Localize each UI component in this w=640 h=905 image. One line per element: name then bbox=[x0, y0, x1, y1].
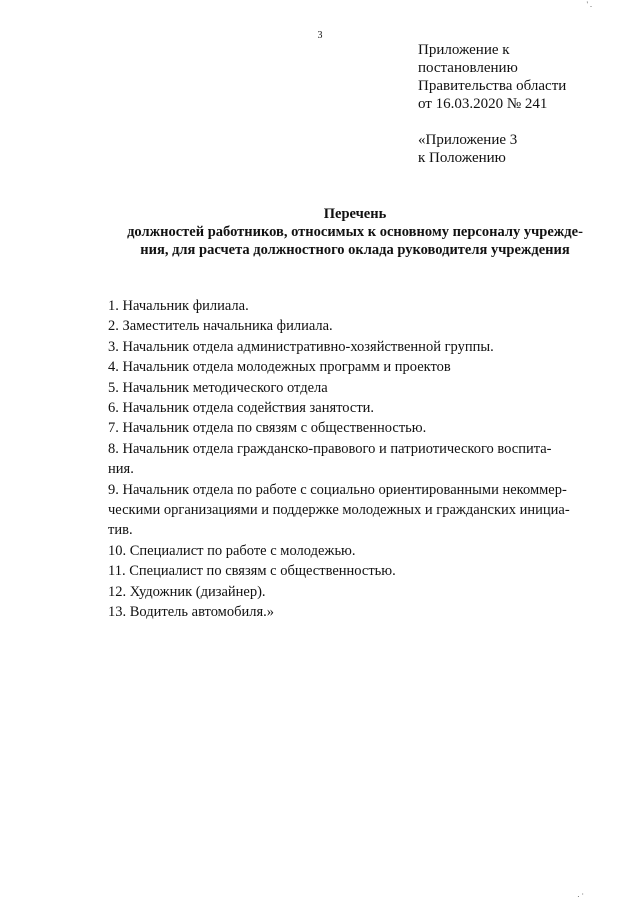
list-item-continuation: ческими организациями и поддержке молодежных и гражданских инициа- bbox=[108, 502, 570, 519]
appendix-header bbox=[418, 41, 628, 167]
appendix-line: Приложение к bbox=[418, 42, 510, 58]
list-item: 4. Начальник отдела молодежных программ и проектов bbox=[108, 359, 451, 376]
title-line: должностей работников, относимых к основному персоналу учрежде- bbox=[127, 224, 583, 240]
appendix-spacer bbox=[418, 113, 628, 131]
list-item-continuation: ния. bbox=[108, 461, 134, 478]
appendix-sub-line: «Приложение 3 bbox=[418, 132, 518, 148]
document-title bbox=[95, 205, 615, 259]
appendix-line: постановлению bbox=[418, 60, 518, 76]
list-item: 3. Начальник отдела административно-хозяйственной группы. bbox=[108, 338, 494, 355]
appendix-sub-line: к Положению bbox=[418, 150, 506, 166]
list-item-continuation: тив. bbox=[108, 522, 133, 539]
list-item: 11. Специалист по связям с общественностью. bbox=[108, 563, 396, 580]
list-item: 2. Заместитель начальника филиала. bbox=[108, 318, 333, 335]
scan-artifact-top: ' . bbox=[586, 0, 592, 9]
list-item: 5. Начальник методического отдела bbox=[108, 379, 328, 396]
scan-artifact-bottom: . · bbox=[577, 890, 584, 899]
list-item: 10. Специалист по работе с молодежью. bbox=[108, 542, 356, 559]
appendix-date-line: от 16.03.2020 № 241 bbox=[418, 96, 548, 112]
title-heading: Перечень bbox=[323, 206, 387, 222]
list-item: 6. Начальник отдела содействия занятости. bbox=[108, 400, 375, 417]
list-item: 12. Художник (дизайнер). bbox=[108, 583, 266, 600]
appendix-line: Правительства области bbox=[418, 78, 567, 94]
positions-list bbox=[108, 296, 608, 623]
list-item: 9. Начальник отдела по работе с социально ориентированными некоммер- bbox=[108, 481, 567, 498]
list-item: 8. Начальник отдела гражданско-правового и патриотического воспита- bbox=[108, 440, 552, 457]
page-number: 3 bbox=[317, 30, 323, 41]
title-line: ния, для расчета должностного оклада руководителя учреждения bbox=[140, 242, 570, 258]
list-item: 1. Начальник филиала. bbox=[108, 298, 249, 314]
list-item: 7. Начальник отдела по связям с общественностью. bbox=[108, 420, 427, 437]
list-item: 13. Водитель автомобиля.» bbox=[108, 604, 275, 621]
